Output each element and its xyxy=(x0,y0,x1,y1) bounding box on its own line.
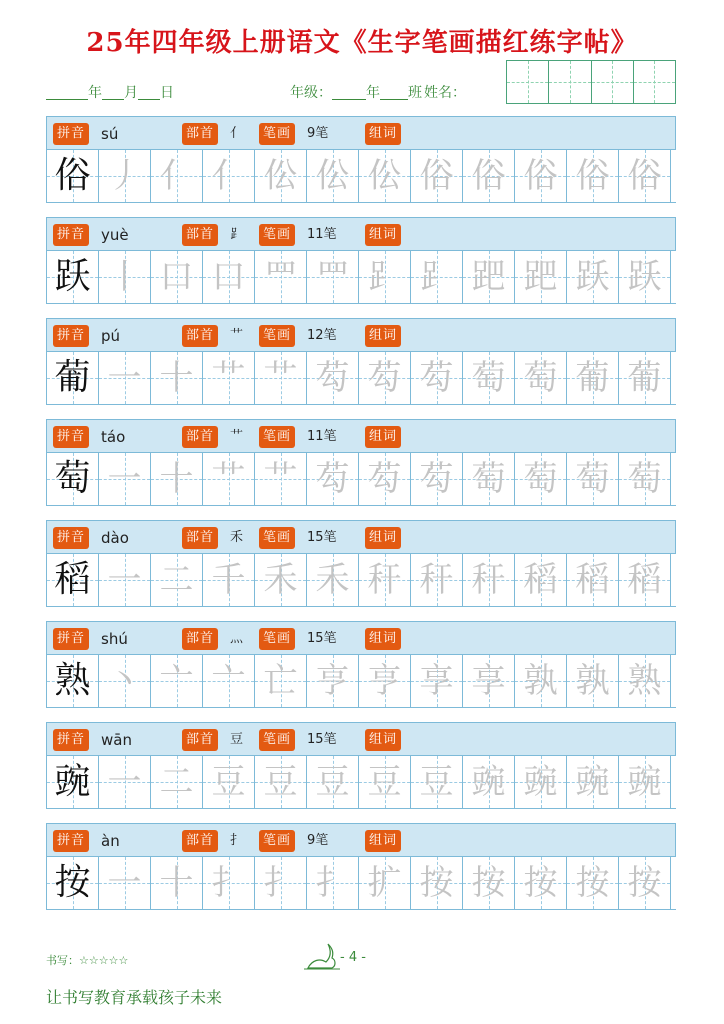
pinyin-tag: 拼音 xyxy=(53,426,89,448)
date-field[interactable]: 年 月 日 xyxy=(46,82,174,102)
radical-tag: 部首 xyxy=(182,729,218,751)
character-cell: 按 xyxy=(47,857,99,909)
radical-value: 扌 xyxy=(230,833,244,848)
words-tag: 组词 xyxy=(365,729,401,751)
trace-cell[interactable]: 芶 xyxy=(411,352,463,404)
strokes-tag: 笔画 xyxy=(259,628,295,650)
character-block xyxy=(46,823,676,910)
pinyin-tag: 拼音 xyxy=(53,527,89,549)
words-tag: 组词 xyxy=(365,123,401,145)
pinyin-value: pú xyxy=(101,327,121,345)
character-info-bar xyxy=(46,318,676,352)
trace-cell[interactable]: 萄 xyxy=(515,453,567,505)
trace-cell[interactable]: 按 xyxy=(515,857,567,909)
strokes-value: 15笔 xyxy=(307,631,337,646)
trace-cell[interactable]: 按 xyxy=(567,857,619,909)
rabbit-icon xyxy=(302,938,342,974)
pinyin-value: wān xyxy=(101,731,132,749)
practice-grid xyxy=(46,655,676,708)
character-info-bar xyxy=(46,823,676,857)
radical-value: 豆 xyxy=(230,732,244,747)
character-block xyxy=(46,116,676,203)
practice-grid xyxy=(46,251,676,304)
character-cell: 跃 xyxy=(47,251,99,303)
trace-cell[interactable]: 俗 xyxy=(567,150,619,202)
trace-cell[interactable]: 按 xyxy=(411,857,463,909)
practice-grid xyxy=(46,453,676,506)
trace-cell[interactable]: 萄 xyxy=(463,352,515,404)
page-number: - 4 - xyxy=(340,950,366,965)
trace-cell[interactable]: 俗 xyxy=(515,150,567,202)
pinyin-value: sú xyxy=(101,125,119,143)
radical-value: 艹 xyxy=(230,429,244,444)
trace-cell[interactable]: 跁 xyxy=(463,251,515,303)
pinyin-tag: 拼音 xyxy=(53,830,89,852)
strokes-value: 15笔 xyxy=(307,732,337,747)
trace-cell[interactable]: 稻 xyxy=(515,554,567,606)
trace-cell[interactable]: 千 xyxy=(203,554,255,606)
trace-cell[interactable]: 豆 xyxy=(359,756,411,808)
strokes-tag: 笔画 xyxy=(259,426,295,448)
trace-cell[interactable]: 扌 xyxy=(307,857,359,909)
trace-cell[interactable]: 豆 xyxy=(203,756,255,808)
strokes-value: 11笔 xyxy=(307,429,337,444)
trace-cell[interactable]: 亻 xyxy=(151,150,203,202)
radical-value: ⻊ xyxy=(230,227,244,242)
trace-cell[interactable]: 亨 xyxy=(359,655,411,707)
radical-tag: 部首 xyxy=(182,830,218,852)
character-info-bar xyxy=(46,520,676,554)
trace-cell[interactable]: 罒 xyxy=(255,251,307,303)
words-tag: 组词 xyxy=(365,325,401,347)
trace-cell[interactable]: 萄 xyxy=(463,453,515,505)
strokes-tag: 笔画 xyxy=(259,830,295,852)
trace-cell[interactable]: 熟 xyxy=(619,655,671,707)
trace-cell[interactable]: 十 xyxy=(151,453,203,505)
character-cell: 稻 xyxy=(47,554,99,606)
character-info-bar xyxy=(46,621,676,655)
trace-cell[interactable]: 俗 xyxy=(411,150,463,202)
pinyin-tag: 拼音 xyxy=(53,628,89,650)
trace-cell[interactable]: ⻊ xyxy=(359,251,411,303)
trace-cell[interactable]: 一 xyxy=(99,554,151,606)
page-title: 25年四年级上册语文《生字笔画描红练字帖》 xyxy=(86,28,638,58)
trace-cell[interactable]: 豆 xyxy=(255,756,307,808)
trace-cell[interactable]: 萄 xyxy=(619,453,671,505)
pinyin-value: àn xyxy=(101,832,120,850)
trace-cell[interactable]: 葡 xyxy=(567,352,619,404)
character-cell: 萄 xyxy=(47,453,99,505)
trace-cell[interactable]: 艹 xyxy=(255,453,307,505)
strokes-tag: 笔画 xyxy=(259,325,295,347)
character-block xyxy=(46,722,676,809)
character-cell: 熟 xyxy=(47,655,99,707)
trace-cell[interactable]: 罒 xyxy=(307,251,359,303)
trace-cell[interactable]: 芶 xyxy=(307,352,359,404)
trace-cell[interactable]: 禾 xyxy=(255,554,307,606)
trace-cell[interactable]: 秆 xyxy=(359,554,411,606)
strokes-tag: 笔画 xyxy=(259,729,295,751)
radical-tag: 部首 xyxy=(182,527,218,549)
words-tag: 组词 xyxy=(365,224,401,246)
character-block xyxy=(46,217,676,304)
grade-class-name-field[interactable]: 年级： 年 班 姓名： xyxy=(290,85,466,101)
trace-cell[interactable]: 扩 xyxy=(359,857,411,909)
strokes-value: 11笔 xyxy=(307,227,337,242)
radical-tag: 部首 xyxy=(182,224,218,246)
character-block xyxy=(46,318,676,405)
trace-cell[interactable]: 豆 xyxy=(307,756,359,808)
pinyin-value: dào xyxy=(101,529,129,547)
writing-rating: 书写：☆☆☆☆☆ xyxy=(46,954,129,967)
trace-cell[interactable]: 豌 xyxy=(567,756,619,808)
pinyin-value: shú xyxy=(101,630,128,648)
trace-cell[interactable]: 一 xyxy=(99,352,151,404)
radical-tag: 部首 xyxy=(182,426,218,448)
words-tag: 组词 xyxy=(365,628,401,650)
trace-cell[interactable]: 萄 xyxy=(567,453,619,505)
strokes-value: 9笔 xyxy=(307,833,329,848)
trace-cell[interactable]: 扌 xyxy=(203,857,255,909)
trace-cell[interactable]: 口 xyxy=(203,251,255,303)
strokes-value: 9笔 xyxy=(307,126,329,141)
trace-cell[interactable]: 艹 xyxy=(203,352,255,404)
strokes-value: 15笔 xyxy=(307,530,337,545)
trace-cell[interactable]: 艹 xyxy=(255,352,307,404)
trace-cell[interactable]: 跁 xyxy=(515,251,567,303)
name-writing-grid[interactable] xyxy=(506,60,676,104)
radical-tag: 部首 xyxy=(182,325,218,347)
practice-grid xyxy=(46,554,676,607)
practice-grid xyxy=(46,150,676,203)
trace-cell[interactable]: 一 xyxy=(99,857,151,909)
strokes-tag: 笔画 xyxy=(259,527,295,549)
strokes-value: 12笔 xyxy=(307,328,337,343)
trace-cell[interactable]: 十 xyxy=(151,352,203,404)
trace-cell[interactable]: 豌 xyxy=(463,756,515,808)
practice-grid xyxy=(46,857,676,910)
trace-cell[interactable]: 二 xyxy=(151,756,203,808)
trace-cell[interactable]: 孰 xyxy=(515,655,567,707)
trace-cell[interactable]: 伀 xyxy=(359,150,411,202)
trace-cell[interactable]: 按 xyxy=(619,857,671,909)
trace-cell[interactable]: 口 xyxy=(151,251,203,303)
trace-cell[interactable]: 艹 xyxy=(203,453,255,505)
trace-cell[interactable]: 秆 xyxy=(463,554,515,606)
character-cell: 豌 xyxy=(47,756,99,808)
trace-cell[interactable]: 丿 xyxy=(99,150,151,202)
pinyin-tag: 拼音 xyxy=(53,325,89,347)
trace-cell[interactable]: 秆 xyxy=(411,554,463,606)
trace-cell[interactable]: 丨 xyxy=(99,251,151,303)
trace-cell[interactable]: ⻊ xyxy=(411,251,463,303)
trace-cell[interactable]: 稻 xyxy=(567,554,619,606)
trace-cell[interactable]: 芶 xyxy=(411,453,463,505)
character-info-bar xyxy=(46,722,676,756)
words-tag: 组词 xyxy=(365,426,401,448)
radical-value: 灬 xyxy=(230,631,244,646)
trace-cell[interactable]: 亨 xyxy=(307,655,359,707)
trace-cell[interactable]: 亡 xyxy=(255,655,307,707)
practice-grid xyxy=(46,756,676,809)
trace-cell[interactable]: 按 xyxy=(463,857,515,909)
trace-cell[interactable]: 二 xyxy=(151,554,203,606)
trace-cell[interactable]: 俗 xyxy=(463,150,515,202)
trace-cell[interactable]: 跃 xyxy=(567,251,619,303)
trace-cell[interactable]: 孰 xyxy=(567,655,619,707)
trace-cell[interactable]: 享 xyxy=(411,655,463,707)
trace-cell[interactable]: 豆 xyxy=(411,756,463,808)
trace-cell[interactable]: 享 xyxy=(463,655,515,707)
pinyin-tag: 拼音 xyxy=(53,123,89,145)
practice-grid xyxy=(46,352,676,405)
character-info-bar xyxy=(46,419,676,453)
strokes-tag: 笔画 xyxy=(259,224,295,246)
pinyin-value: yuè xyxy=(101,226,129,244)
trace-cell[interactable]: 伀 xyxy=(307,150,359,202)
trace-cell[interactable]: 亠 xyxy=(151,655,203,707)
pinyin-tag: 拼音 xyxy=(53,729,89,751)
radical-tag: 部首 xyxy=(182,123,218,145)
trace-cell[interactable]: 亠 xyxy=(203,655,255,707)
slogan: 让书写教育承载孩子未来 xyxy=(46,988,223,1007)
character-cell: 俗 xyxy=(47,150,99,202)
character-info-bar xyxy=(46,116,676,150)
radical-value: 亻 xyxy=(230,126,244,141)
radical-value: 艹 xyxy=(230,328,244,343)
character-block xyxy=(46,520,676,607)
trace-cell[interactable]: 跃 xyxy=(619,251,671,303)
trace-cell[interactable]: 芶 xyxy=(359,453,411,505)
trace-cell[interactable]: 十 xyxy=(151,857,203,909)
trace-cell[interactable]: 芶 xyxy=(359,352,411,404)
trace-cell[interactable]: 豌 xyxy=(619,756,671,808)
trace-cell[interactable]: 俗 xyxy=(619,150,671,202)
trace-cell[interactable]: 芶 xyxy=(307,453,359,505)
trace-cell[interactable]: 一 xyxy=(99,453,151,505)
trace-cell[interactable]: 丶 xyxy=(99,655,151,707)
radical-value: 禾 xyxy=(230,530,244,545)
trace-cell[interactable]: 稻 xyxy=(619,554,671,606)
trace-cell[interactable]: 豌 xyxy=(515,756,567,808)
trace-cell[interactable]: 亻 xyxy=(203,150,255,202)
trace-cell[interactable]: 一 xyxy=(99,756,151,808)
strokes-tag: 笔画 xyxy=(259,123,295,145)
trace-cell[interactable]: 扌 xyxy=(255,857,307,909)
character-cell: 葡 xyxy=(47,352,99,404)
character-block xyxy=(46,621,676,708)
trace-cell[interactable]: 禾 xyxy=(307,554,359,606)
pinyin-tag: 拼音 xyxy=(53,224,89,246)
trace-cell[interactable]: 萄 xyxy=(515,352,567,404)
character-block xyxy=(46,419,676,506)
words-tag: 组词 xyxy=(365,830,401,852)
words-tag: 组词 xyxy=(365,527,401,549)
character-info-bar xyxy=(46,217,676,251)
pinyin-value: táo xyxy=(101,428,126,446)
trace-cell[interactable]: 葡 xyxy=(619,352,671,404)
trace-cell[interactable]: 伀 xyxy=(255,150,307,202)
radical-tag: 部首 xyxy=(182,628,218,650)
